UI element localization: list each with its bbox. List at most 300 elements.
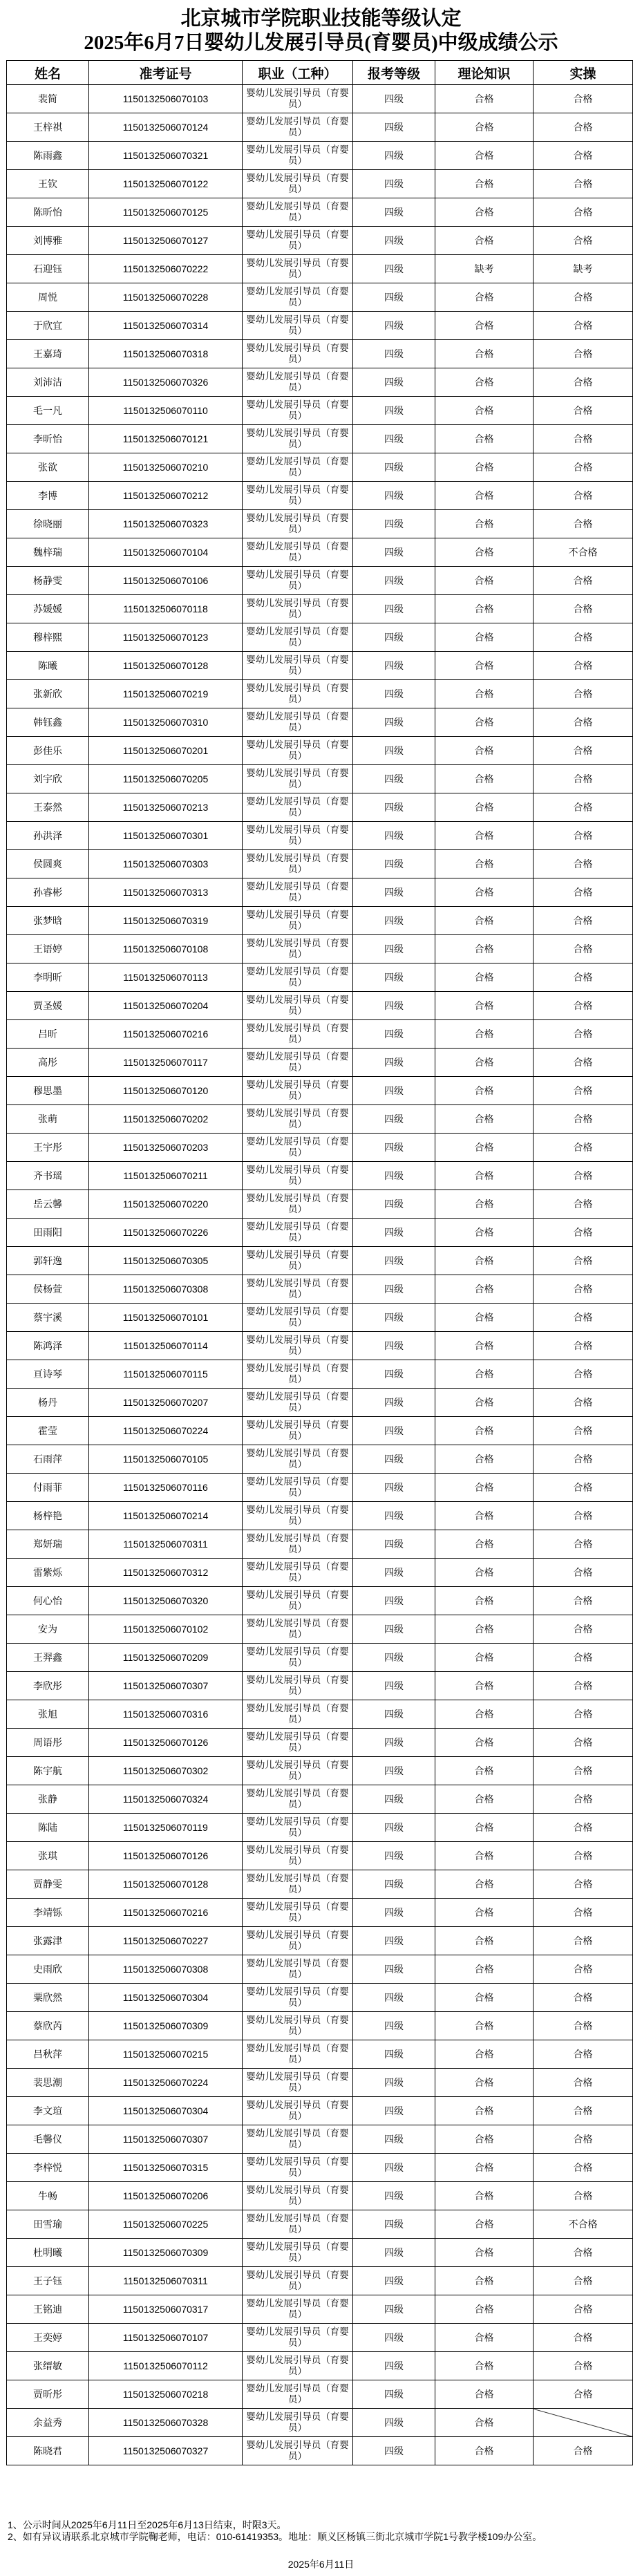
- cell-name: 周悦: [7, 283, 89, 312]
- cell-job: 婴幼儿发展引导员（育婴员）: [243, 2380, 353, 2409]
- cell-practical: 合格: [534, 652, 633, 680]
- cell-practical: 合格: [534, 1955, 633, 1984]
- cell-practical: 合格: [534, 1587, 633, 1615]
- cell-name: 王语婷: [7, 935, 89, 963]
- cell-level: 四级: [353, 2040, 435, 2069]
- cell-practical: 合格: [534, 1445, 633, 1474]
- cell-name: 田雪瑜: [7, 2210, 89, 2239]
- cell-theory: 合格: [435, 850, 534, 878]
- cell-exam-id: 1150132506070315: [89, 2154, 243, 2182]
- cell-job: 婴幼儿发展引导员（育婴员）: [243, 1219, 353, 1247]
- cell-practical: 合格: [534, 2324, 633, 2352]
- table-header-row: [7, 61, 633, 85]
- cell-level: 四级: [353, 2154, 435, 2182]
- cell-exam-id: 1150132506070210: [89, 453, 243, 482]
- cell-theory: 合格: [435, 1049, 534, 1077]
- cell-level: 四级: [353, 567, 435, 595]
- cell-theory: 合格: [435, 397, 534, 425]
- cell-practical: 合格: [534, 397, 633, 425]
- cell-exam-id: 1150132506070202: [89, 1105, 243, 1134]
- document-title: 北京城市学院职业技能等级认定: [180, 8, 462, 30]
- table-row: [7, 1389, 633, 1417]
- cell-name: 田雨阳: [7, 1219, 89, 1247]
- table-row: [7, 1275, 633, 1304]
- cell-exam-id: 1150132506070102: [89, 1615, 243, 1644]
- cell-theory: 合格: [435, 340, 534, 368]
- cell-name: 彭佳乐: [7, 737, 89, 765]
- cell-theory: 缺考: [435, 255, 534, 283]
- cell-job: 婴幼儿发展引导员（育婴员）: [243, 878, 353, 907]
- cell-practical: 合格: [534, 2182, 633, 2210]
- cell-exam-id: 1150132506070213: [89, 793, 243, 822]
- table-row: [7, 1729, 633, 1757]
- cell-practical: 合格: [534, 595, 633, 623]
- cell-name: 余益秀: [7, 2409, 89, 2437]
- cell-practical: 合格: [534, 198, 633, 227]
- cell-exam-id: 1150132506070207: [89, 1389, 243, 1417]
- cell-job: 婴幼儿发展引导员（育婴员）: [243, 1077, 353, 1105]
- cell-exam-id: 1150132506070303: [89, 850, 243, 878]
- table-row: [7, 2437, 633, 2465]
- cell-job: 婴幼儿发展引导员（育婴员）: [243, 1304, 353, 1332]
- cell-name: 王子钰: [7, 2267, 89, 2295]
- cell-job: 婴幼儿发展引导员（育婴员）: [243, 2267, 353, 2295]
- cell-level: 四级: [353, 878, 435, 907]
- table-row: [7, 2352, 633, 2380]
- table-row: [7, 1190, 633, 1219]
- cell-level: 四级: [353, 595, 435, 623]
- cell-level: 四级: [353, 963, 435, 992]
- cell-name: 霍莹: [7, 1417, 89, 1445]
- cell-level: 四级: [353, 1587, 435, 1615]
- table-row: [7, 708, 633, 737]
- cell-exam-id: 1150132506070327: [89, 2437, 243, 2465]
- cell-level: 四级: [353, 85, 435, 113]
- cell-practical: 合格: [534, 1134, 633, 1162]
- cell-theory: 合格: [435, 1842, 534, 1870]
- cell-practical: 合格: [534, 2380, 633, 2409]
- cell-practical: 合格: [534, 1332, 633, 1360]
- cell-job: 婴幼儿发展引导员（育婴员）: [243, 397, 353, 425]
- cell-exam-id: 1150132506070226: [89, 1219, 243, 1247]
- cell-job: 婴幼儿发展引导员（育婴员）: [243, 1360, 353, 1389]
- cell-practical: 合格: [534, 2437, 633, 2465]
- table-row: [7, 793, 633, 822]
- cell-theory: 合格: [435, 1332, 534, 1360]
- cell-job: 婴幼儿发展引导员（育婴员）: [243, 1672, 353, 1700]
- cell-practical: 合格: [534, 2040, 633, 2069]
- cell-job: 婴幼儿发展引导员（育婴员）: [243, 2324, 353, 2352]
- cell-theory: 合格: [435, 1955, 534, 1984]
- cell-practical: 合格: [534, 425, 633, 453]
- cell-job: 婴幼儿发展引导员（育婴员）: [243, 1559, 353, 1587]
- cell-job: 婴幼儿发展引导员（育婴员）: [243, 1757, 353, 1785]
- cell-theory: 合格: [435, 2409, 534, 2437]
- cell-job: 婴幼儿发展引导员（育婴员）: [243, 708, 353, 737]
- cell-theory: 合格: [435, 1530, 534, 1559]
- cell-level: 四级: [353, 737, 435, 765]
- cell-exam-id: 1150132506070321: [89, 142, 243, 170]
- cell-name: 岳云馨: [7, 1190, 89, 1219]
- cell-level: 四级: [353, 1304, 435, 1332]
- cell-theory: 合格: [435, 567, 534, 595]
- table-row: [7, 2409, 633, 2437]
- cell-theory: 合格: [435, 1020, 534, 1049]
- cell-job: 婴幼儿发展引导员（育婴员）: [243, 1899, 353, 1927]
- cell-theory: 合格: [435, 538, 534, 567]
- cell-theory: 合格: [435, 2267, 534, 2295]
- header-job: 职业（工种）: [243, 61, 353, 85]
- table-row: [7, 227, 633, 255]
- cell-practical: 合格: [534, 510, 633, 538]
- cell-name: 张露津: [7, 1927, 89, 1955]
- cell-job: 婴幼儿发展引导员（育婴员）: [243, 1020, 353, 1049]
- table-row: [7, 1559, 633, 1587]
- cell-exam-id: 1150132506070308: [89, 1955, 243, 1984]
- table-row: [7, 2239, 633, 2267]
- table-row: [7, 2040, 633, 2069]
- cell-theory: 合格: [435, 1077, 534, 1105]
- cell-exam-id: 1150132506070127: [89, 227, 243, 255]
- cell-level: 四级: [353, 2210, 435, 2239]
- cell-theory: 合格: [435, 680, 534, 708]
- cell-practical: 合格: [534, 2069, 633, 2097]
- cell-level: 四级: [353, 1700, 435, 1729]
- cell-job: 婴幼儿发展引导员（育婴员）: [243, 453, 353, 482]
- cell-exam-id: 1150132506070312: [89, 1559, 243, 1587]
- cell-name: 付雨菲: [7, 1474, 89, 1502]
- cell-job: 婴幼儿发展引导员（育婴员）: [243, 1275, 353, 1304]
- cell-name: 王奕婷: [7, 2324, 89, 2352]
- cell-job: 婴幼儿发展引导员（育婴员）: [243, 595, 353, 623]
- cell-theory: 合格: [435, 992, 534, 1020]
- cell-name: 李明昕: [7, 963, 89, 992]
- cell-name: 安为: [7, 1615, 89, 1644]
- cell-theory: 合格: [435, 2210, 534, 2239]
- cell-job: 婴幼儿发展引导员（育婴员）: [243, 113, 353, 142]
- table-row: [7, 397, 633, 425]
- cell-practical: 合格: [534, 1814, 633, 1842]
- cell-level: 四级: [353, 1644, 435, 1672]
- cell-exam-id: 1150132506070228: [89, 283, 243, 312]
- cell-practical: 合格: [534, 227, 633, 255]
- cell-theory: 合格: [435, 1870, 534, 1899]
- table-row: [7, 878, 633, 907]
- cell-level: 四级: [353, 1785, 435, 1814]
- cell-practical: 合格: [534, 2097, 633, 2125]
- cell-exam-id: 1150132506070225: [89, 2210, 243, 2239]
- table-row: [7, 1445, 633, 1474]
- cell-name: 杜明曦: [7, 2239, 89, 2267]
- table-row: [7, 2295, 633, 2324]
- cell-exam-id: 1150132506070110: [89, 397, 243, 425]
- cell-name: 何心怡: [7, 1587, 89, 1615]
- table-row: [7, 1814, 633, 1842]
- cell-level: 四级: [353, 198, 435, 227]
- cell-theory: 合格: [435, 2040, 534, 2069]
- cell-job: 婴幼儿发展引导员（育婴员）: [243, 1134, 353, 1162]
- cell-name: 杨梓艳: [7, 1502, 89, 1530]
- cell-theory: 合格: [435, 113, 534, 142]
- header-name: 姓名: [7, 61, 89, 85]
- table-row: [7, 113, 633, 142]
- cell-level: 四级: [353, 2295, 435, 2324]
- cell-theory: 合格: [435, 878, 534, 907]
- cell-practical: 合格: [534, 1870, 633, 1899]
- cell-theory: 合格: [435, 623, 534, 652]
- cell-exam-id: 1150132506070227: [89, 1927, 243, 1955]
- table-row: [7, 255, 633, 283]
- cell-theory: 合格: [435, 1785, 534, 1814]
- cell-level: 四级: [353, 255, 435, 283]
- cell-level: 四级: [353, 1219, 435, 1247]
- table-row: [7, 822, 633, 850]
- cell-exam-id: 1150132506070308: [89, 1275, 243, 1304]
- cell-job: 婴幼儿发展引导员（育婴员）: [243, 2012, 353, 2040]
- cell-theory: 合格: [435, 1644, 534, 1672]
- table-row: [7, 1672, 633, 1700]
- cell-job: 婴幼儿发展引导员（育婴员）: [243, 2125, 353, 2154]
- cell-name: 张欲: [7, 453, 89, 482]
- cell-name: 徐晓丽: [7, 510, 89, 538]
- cell-exam-id: 1150132506070220: [89, 1190, 243, 1219]
- cell-exam-id: 1150132506070307: [89, 2125, 243, 2154]
- cell-exam-id: 1150132506070309: [89, 2239, 243, 2267]
- document-subtitle: 2025年6月7日婴幼儿发展引导员(育婴员)中级成绩公示: [84, 32, 558, 54]
- table-row: [7, 850, 633, 878]
- cell-name: 于欣宜: [7, 312, 89, 340]
- cell-level: 四级: [353, 283, 435, 312]
- cell-theory: 合格: [435, 227, 534, 255]
- cell-practical: 不合格: [534, 2210, 633, 2239]
- cell-level: 四级: [353, 822, 435, 850]
- cell-theory: 合格: [435, 482, 534, 510]
- cell-level: 四级: [353, 1984, 435, 2012]
- table-row: [7, 312, 633, 340]
- cell-name: 陈宇航: [7, 1757, 89, 1785]
- cell-theory: 合格: [435, 2239, 534, 2267]
- cell-practical: [534, 2409, 633, 2437]
- cell-name: 粟欣然: [7, 1984, 89, 2012]
- cell-exam-id: 1150132506070204: [89, 992, 243, 1020]
- table-row: [7, 1162, 633, 1190]
- cell-theory: 合格: [435, 793, 534, 822]
- table-row: [7, 595, 633, 623]
- cell-exam-id: 1150132506070113: [89, 963, 243, 992]
- cell-job: 婴幼儿发展引导员（育婴员）: [243, 1049, 353, 1077]
- table-row: [7, 567, 633, 595]
- cell-name: 石雨萍: [7, 1445, 89, 1474]
- cell-practical: 合格: [534, 368, 633, 397]
- cell-level: 四级: [353, 312, 435, 340]
- cell-exam-id: 1150132506070128: [89, 1870, 243, 1899]
- cell-practical: 合格: [534, 85, 633, 113]
- cell-level: 四级: [353, 1955, 435, 1984]
- cell-job: 婴幼儿发展引导员（育婴员）: [243, 1587, 353, 1615]
- cell-exam-id: 1150132506070224: [89, 2069, 243, 2097]
- cell-practical: 合格: [534, 1785, 633, 1814]
- cell-job: 婴幼儿发展引导员（育婴员）: [243, 963, 353, 992]
- cell-theory: 合格: [435, 142, 534, 170]
- cell-practical: 合格: [534, 765, 633, 793]
- cell-exam-id: 1150132506070101: [89, 1304, 243, 1332]
- cell-name: 张缙敏: [7, 2352, 89, 2380]
- cell-level: 四级: [353, 453, 435, 482]
- cell-name: 贾昕彤: [7, 2380, 89, 2409]
- cell-level: 四级: [353, 1020, 435, 1049]
- cell-practical: 合格: [534, 1105, 633, 1134]
- cell-exam-id: 1150132506070313: [89, 878, 243, 907]
- cell-exam-id: 1150132506070212: [89, 482, 243, 510]
- table-row: [7, 1219, 633, 1247]
- cell-practical: 合格: [534, 1190, 633, 1219]
- cell-practical: 合格: [534, 453, 633, 482]
- cell-name: 张琪: [7, 1842, 89, 1870]
- cell-name: 张旭: [7, 1700, 89, 1729]
- cell-practical: 合格: [534, 822, 633, 850]
- cell-theory: 合格: [435, 1587, 534, 1615]
- table-row: [7, 1984, 633, 2012]
- table-row: [7, 198, 633, 227]
- cell-name: 王铭迪: [7, 2295, 89, 2324]
- cell-job: 婴幼儿发展引导员（育婴员）: [243, 227, 353, 255]
- cell-exam-id: 1150132506070307: [89, 1672, 243, 1700]
- table-row: [7, 623, 633, 652]
- cell-job: 婴幼儿发展引导员（育婴员）: [243, 1247, 353, 1275]
- cell-job: 婴幼儿发展引导员（育婴员）: [243, 283, 353, 312]
- cell-name: 孙洪泽: [7, 822, 89, 850]
- cell-level: 四级: [353, 1814, 435, 1842]
- cell-theory: 合格: [435, 737, 534, 765]
- cell-level: 四级: [353, 2380, 435, 2409]
- cell-level: 四级: [353, 510, 435, 538]
- cell-theory: 合格: [435, 1190, 534, 1219]
- cell-practical: 合格: [534, 1984, 633, 2012]
- cell-level: 四级: [353, 1190, 435, 1219]
- cell-job: 婴幼儿发展引导员（育婴员）: [243, 2040, 353, 2069]
- cell-theory: 合格: [435, 2125, 534, 2154]
- cell-practical: 合格: [534, 1842, 633, 1870]
- cell-level: 四级: [353, 907, 435, 935]
- cell-theory: 合格: [435, 1474, 534, 1502]
- cell-level: 四级: [353, 2012, 435, 2040]
- cell-exam-id: 1150132506070323: [89, 510, 243, 538]
- table-row: [7, 2012, 633, 2040]
- cell-exam-id: 1150132506070218: [89, 2380, 243, 2409]
- table-row: [7, 510, 633, 538]
- cell-practical: 合格: [534, 907, 633, 935]
- cell-level: 四级: [353, 793, 435, 822]
- table-row: [7, 1644, 633, 1672]
- table-row: [7, 737, 633, 765]
- cell-theory: 合格: [435, 1615, 534, 1644]
- table-row: [7, 1077, 633, 1105]
- cell-exam-id: 1150132506070123: [89, 623, 243, 652]
- table-row: [7, 1757, 633, 1785]
- cell-theory: 合格: [435, 2097, 534, 2125]
- table-row: [7, 1332, 633, 1360]
- cell-job: 婴幼儿发展引导员（育婴员）: [243, 765, 353, 793]
- cell-job: 婴幼儿发展引导员（育婴员）: [243, 1615, 353, 1644]
- cell-practical: 合格: [534, 1927, 633, 1955]
- cell-practical: 合格: [534, 1077, 633, 1105]
- cell-name: 陈鸿泽: [7, 1332, 89, 1360]
- cell-theory: 合格: [435, 510, 534, 538]
- cell-exam-id: 1150132506070201: [89, 737, 243, 765]
- cell-theory: 合格: [435, 2069, 534, 2097]
- cell-exam-id: 1150132506070314: [89, 312, 243, 340]
- cell-theory: 合格: [435, 1389, 534, 1417]
- header-exam-id: 准考证号: [89, 61, 243, 85]
- cell-name: 毛馨仪: [7, 2125, 89, 2154]
- cell-exam-id: 1150132506070112: [89, 2352, 243, 2380]
- cell-theory: 合格: [435, 1757, 534, 1785]
- table-row: [7, 907, 633, 935]
- table-row: [7, 1899, 633, 1927]
- cell-level: 四级: [353, 482, 435, 510]
- cell-exam-id: 1150132506070311: [89, 1530, 243, 1559]
- header-level: 报考等级: [353, 61, 435, 85]
- cell-practical: 合格: [534, 340, 633, 368]
- cell-name: 陈曦: [7, 652, 89, 680]
- cell-theory: 合格: [435, 822, 534, 850]
- cell-name: 裴简: [7, 85, 89, 113]
- table-row: [7, 1304, 633, 1332]
- cell-name: 孙睿彬: [7, 878, 89, 907]
- cell-practical: 合格: [534, 2012, 633, 2040]
- cell-job: 婴幼儿发展引导员（育婴员）: [243, 2097, 353, 2125]
- cell-exam-id: 1150132506070310: [89, 708, 243, 737]
- cell-exam-id: 1150132506070326: [89, 368, 243, 397]
- cell-name: 陈雨鑫: [7, 142, 89, 170]
- cell-exam-id: 1150132506070211: [89, 1162, 243, 1190]
- cell-name: 蔡欣芮: [7, 2012, 89, 2040]
- cell-name: 王梓祺: [7, 113, 89, 142]
- cell-name: 侯圆爽: [7, 850, 89, 878]
- cell-exam-id: 1150132506070120: [89, 1077, 243, 1105]
- cell-level: 四级: [353, 1162, 435, 1190]
- cell-theory: 合格: [435, 2154, 534, 2182]
- cell-name: 王宇彤: [7, 1134, 89, 1162]
- cell-exam-id: 1150132506070205: [89, 765, 243, 793]
- table-row: [7, 538, 633, 567]
- cell-name: 刘宇欣: [7, 765, 89, 793]
- table-row: [7, 85, 633, 113]
- cell-name: 李博: [7, 482, 89, 510]
- table-row: [7, 2154, 633, 2182]
- cell-exam-id: 1150132506070121: [89, 425, 243, 453]
- cell-level: 四级: [353, 538, 435, 567]
- table-row: [7, 1927, 633, 1955]
- cell-name: 亘诗琴: [7, 1360, 89, 1389]
- table-row: [7, 283, 633, 312]
- cell-job: 婴幼儿发展引导员（育婴员）: [243, 312, 353, 340]
- table-row: [7, 2210, 633, 2239]
- cell-practical: 合格: [534, 2295, 633, 2324]
- table-row: [7, 1049, 633, 1077]
- cell-practical: 合格: [534, 793, 633, 822]
- cell-job: 婴幼儿发展引导员（育婴员）: [243, 2295, 353, 2324]
- table-row: [7, 1615, 633, 1644]
- cell-theory: 合格: [435, 1304, 534, 1332]
- cell-level: 四级: [353, 1247, 435, 1275]
- cell-job: 婴幼儿发展引导员（育婴员）: [243, 2352, 353, 2380]
- cell-level: 四级: [353, 113, 435, 142]
- cell-level: 四级: [353, 2437, 435, 2465]
- cell-job: 婴幼儿发展引导员（育婴员）: [243, 1814, 353, 1842]
- cell-job: 婴幼儿发展引导员（育婴员）: [243, 2210, 353, 2239]
- cell-practical: 合格: [534, 1672, 633, 1700]
